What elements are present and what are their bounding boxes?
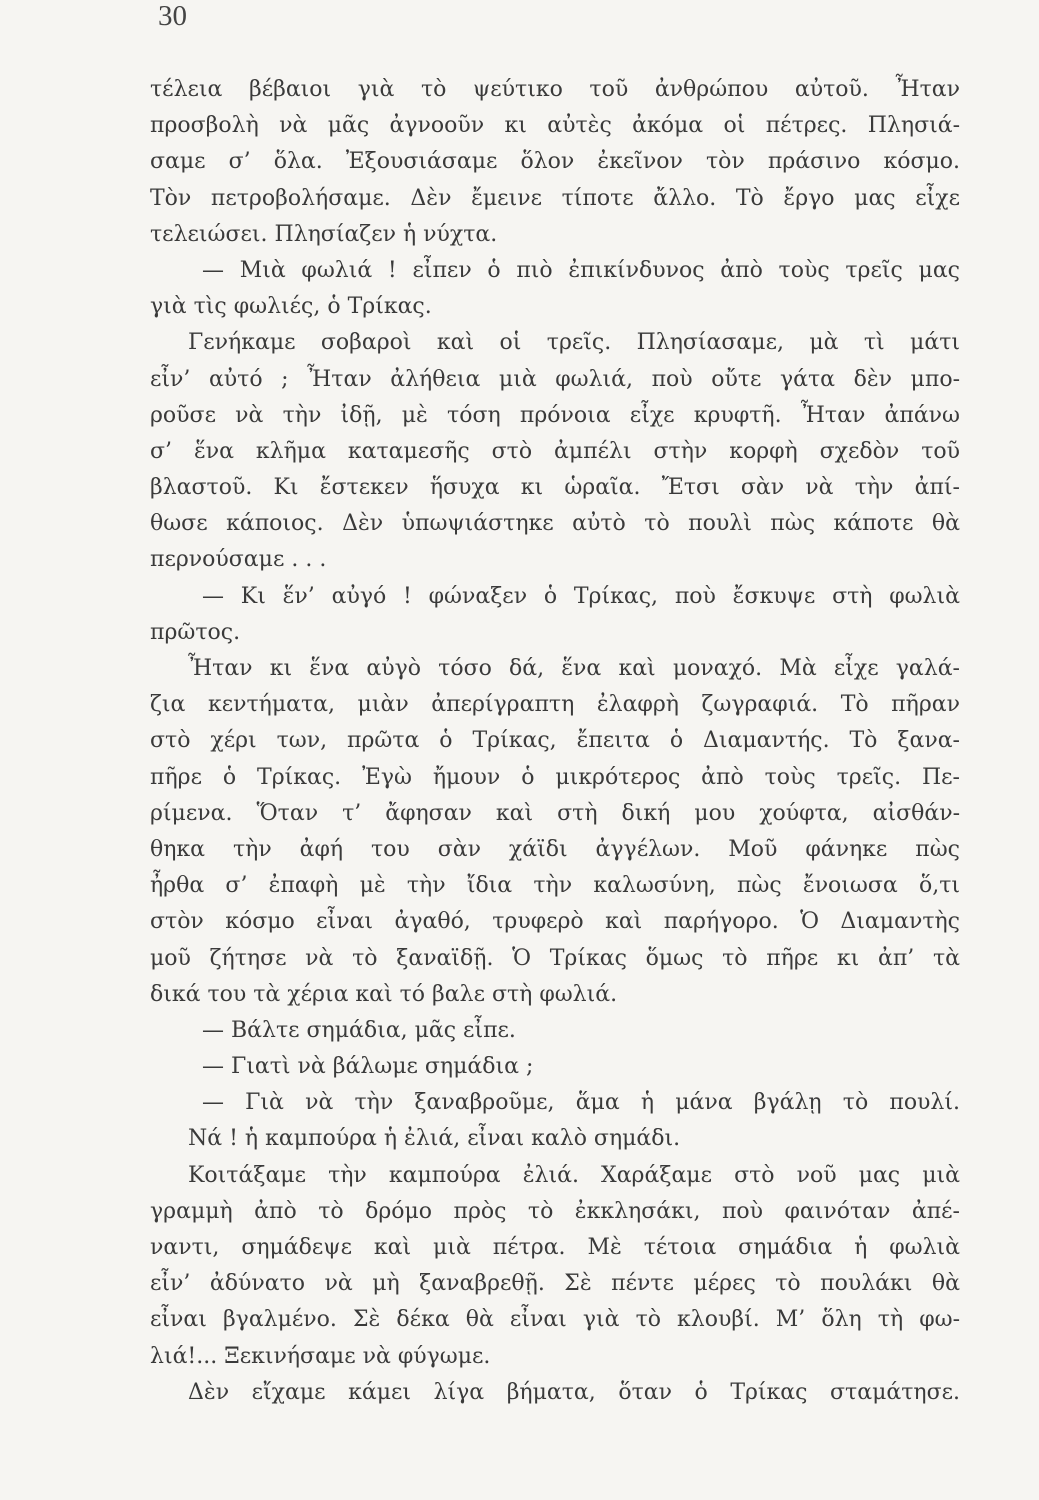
- text-line: λιά!... Ξεκινήσαμε νὰ φύγωμε.: [150, 1343, 491, 1369]
- text-line: σαμε σ’ ὅλα. Ἐξουσιάσαμε ὅλον ἐκεῖνον τὸν πράσινο κόσμο.: [150, 149, 960, 175]
- paragraph-line: Δὲν εἴχαμε κάμει λίγα βήματα, ὅταν ὁ Τρίκας σταμάτησε.: [188, 1379, 960, 1405]
- text-line: γιὰ τὶς φωλιές, ὁ Τρίκας.: [150, 294, 432, 320]
- text-line: πρῶτος.: [150, 619, 241, 645]
- text-line: στὸν κόσμο εἶναι ἀγαθό, τρυφερὸ καὶ παρήγορο. Ὁ Διαμαντὴς: [150, 909, 960, 935]
- text-line: γραμμὴ ἀπὸ τὸ δρόμο πρὸς τὸ ἐκκλησάκι, ποὺ φαινόταν ἀπέ-: [150, 1198, 960, 1224]
- text-line: ναντι, σημάδεψε καὶ μιὰ πέτρα. Μὲ τέτοια σημάδια ἡ φωλιὰ: [150, 1235, 960, 1260]
- dialogue-line: — Γιατὶ νὰ βάλωμε σημάδια ;: [202, 1054, 534, 1080]
- body-text: [150, 72, 960, 1411]
- dialogue-line: — Κι ἕν’ αὐγό ! φώναξεν ὁ Τρίκας, ποὺ ἔσκυψε στὴ φωλιὰ: [202, 583, 960, 609]
- text-line: θηκα τὴν ἀφή του σὰν χάϊδι ἀγγέλων. Μοῦ φάνηκε πὼς: [150, 836, 960, 862]
- text-line: ρίμενα. Ὅταν τ’ ἄφησαν καὶ στὴ δική μου χούφτα, αἰσθάν-: [150, 800, 960, 826]
- page-number: 30: [158, 0, 187, 32]
- text-line: θωσε κάποιος. Δὲν ὑπωψιάστηκε αὐτὸ τὸ πουλὶ πὼς κάποτε θὰ: [150, 511, 960, 537]
- text-line: ροῦσε νὰ τὴν ἰδῇ, μὲ τόση πρόνοια εἶχε κρυφτῆ. Ἦταν ἀπάνω: [150, 402, 960, 428]
- paragraph-line: Ἦταν κι ἕνα αὐγὸ τόσο δά, ἕνα καὶ μοναχό. Μὰ εἶχε γαλά-: [188, 656, 960, 681]
- text-line: πῆρε ὁ Τρίκας. Ἐγὼ ἤμουν ὁ μικρότερος ἀπὸ τοὺς τρεῖς. Πε-: [150, 764, 960, 790]
- text-line: τελειώσει. Πλησίαζεν ἡ νύχτα.: [150, 221, 498, 247]
- dialogue-line: Νά ! ἡ καμπούρα ἡ ἐλιά, εἶναι καλὸ σημάδι.: [188, 1126, 681, 1152]
- paragraph-line: Γενήκαμε σοβαροὶ καὶ οἱ τρεῖς. Πλησίασαμε, μὰ τὶ μάτι: [188, 330, 960, 356]
- text-line: εἶναι βγαλμένο. Σὲ δέκα θὰ εἶναι γιὰ τὸ κλουβί. Μ’ ὅλη τὴ φω-: [150, 1307, 960, 1333]
- text-line: Τὸν πετροβολήσαμε. Δὲν ἔμεινε τίποτε ἄλλο. Τὸ ἔργο μας εἶχε: [150, 185, 960, 211]
- text-line: προσβολὴ νὰ μᾶς ἀγνοοῦν κι αὐτὲς ἀκόμα οἱ πέτρες. Πλησιά-: [150, 113, 960, 139]
- text-line: βλαστοῦ. Κι ἔστεκεν ἥσυχα κι ὡραῖα. Ἔτσι σὰν νὰ τὴν ἀπί-: [150, 475, 960, 501]
- text-line: σ’ ἕνα κλῆμα καταμεσῆς στὸ ἀμπέλι στὴν κορφὴ σχεδὸν τοῦ: [150, 438, 960, 464]
- text-line: εἶν’ αὐτό ; Ἦταν ἀλήθεια μιὰ φωλιά, ποὺ οὔτε γάτα δὲν μπο-: [150, 366, 960, 392]
- text-line: περνούσαμε . . .: [150, 547, 327, 573]
- dialogue-line: — Μιὰ φωλιά ! εἶπεν ὁ πιὸ ἐπικίνδυνος ἀπὸ τοὺς τρεῖς μας: [202, 257, 960, 283]
- text-line: ζια κεντήματα, μιὰν ἀπερίγραπτη ἐλαφρὴ ζωγραφιά. Τὸ πῆραν: [150, 692, 960, 718]
- text-line: τέλεια βέβαιοι γιὰ τὸ ψεύτικο τοῦ ἀνθρώπου αὐτοῦ. Ἦταν: [150, 77, 960, 102]
- dialogue-line: — Βάλτε σημάδια, μᾶς εἶπε.: [202, 1017, 516, 1043]
- text-line: στὸ χέρι των, πρῶτα ὁ Τρίκας, ἔπειτα ὁ Διαμαντής. Τὸ ξανα-: [150, 728, 960, 754]
- paragraph-line: Κοιτάξαμε τὴν καμπούρα ἐλιά. Χαράξαμε στὸ νοῦ μας μιὰ: [188, 1162, 960, 1188]
- text-line: δικά του τὰ χέρια καὶ τό βαλε στὴ φωλιά.: [150, 981, 618, 1007]
- dialogue-line: — Γιὰ νὰ τὴν ξαναβροῦμε, ἅμα ἡ μάνα βγάλῃ τὸ πουλί.: [202, 1090, 960, 1116]
- text-line: ἦρθα σ’ ἐπαφὴ μὲ τὴν ἴδια τὴν καλωσύνη, πὼς ἔνοιωσα ὅ,τι: [150, 873, 960, 899]
- text-line: εἶν’ ἀδύνατο νὰ μὴ ξαναβρεθῇ. Σὲ πέντε μέρες τὸ πουλάκι θὰ: [150, 1271, 960, 1297]
- text-line: μοῦ ζήτησε νὰ τὸ ξαναϊδῇ. Ὁ Τρίκας ὅμως τὸ πῆρε κι ἀπ’ τὰ: [150, 945, 960, 971]
